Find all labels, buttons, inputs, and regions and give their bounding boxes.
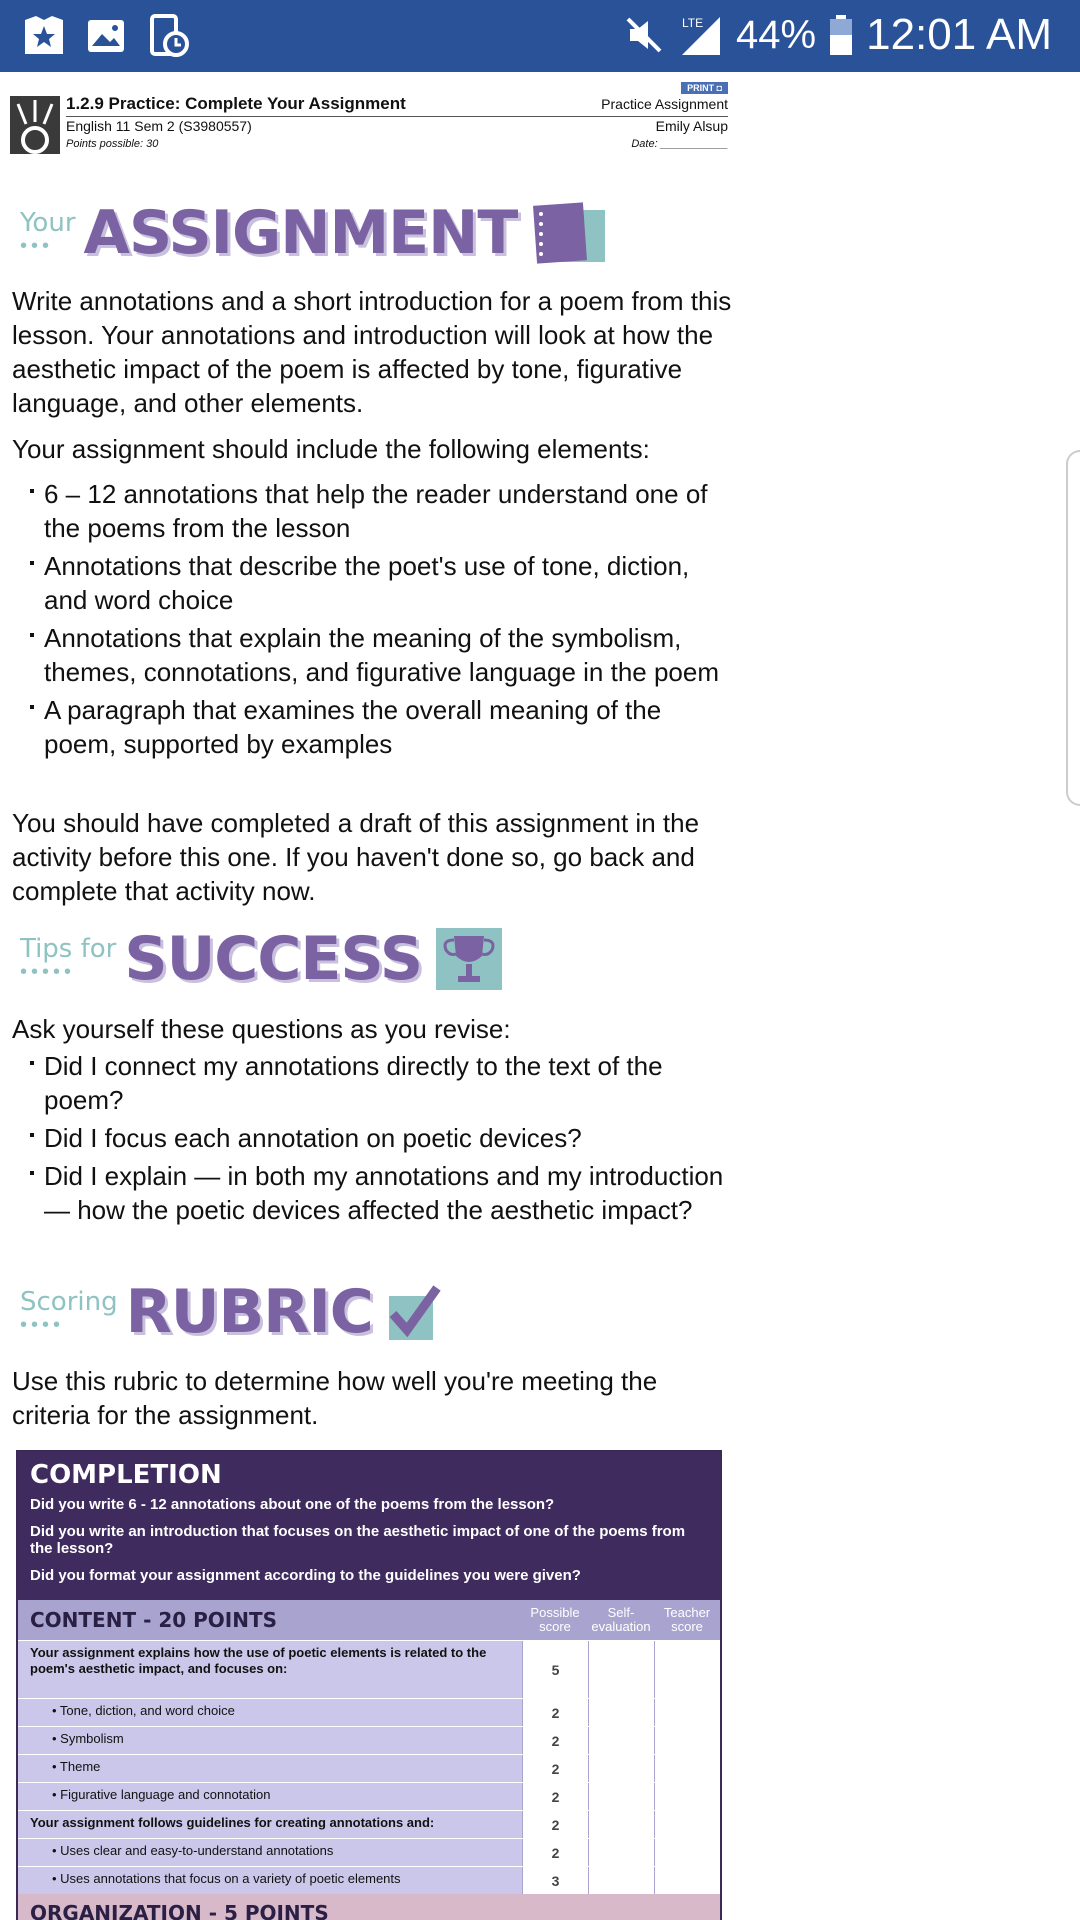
row-description: • Symbolism [18, 1727, 522, 1754]
self-evaluation-cell[interactable] [588, 1755, 654, 1782]
assignment-elements-list [30, 477, 734, 765]
self-evaluation-cell[interactable] [588, 1867, 654, 1894]
possible-score-cell: 2 [522, 1699, 588, 1726]
self-evaluation-cell[interactable] [588, 1641, 654, 1698]
possible-score-cell: 2 [522, 1727, 588, 1754]
assignment-type: Practice Assignment [601, 96, 728, 112]
row-description: Your assignment explains how the use of poetic elements is related to the poem's aesthetic impact, and focuses on: [18, 1641, 522, 1698]
banner-big-text: ASSIGNMENT [83, 198, 518, 268]
tips-banner [20, 926, 506, 992]
completion-question: Did you format your assignment according to the guidelines you were given? [30, 1567, 581, 1584]
col-self-evaluation: Self-evaluation [591, 1605, 651, 1634]
possible-score-cell: 2 [522, 1783, 588, 1810]
banner-dots: •••• [20, 1314, 65, 1336]
banner-small-text: Tips for [20, 934, 117, 964]
tips-list [30, 1049, 734, 1231]
row-description: • Figurative language and connotation [18, 1783, 522, 1810]
organization-title: ORGANIZATION - 5 POINTS [30, 1901, 329, 1920]
table-row [18, 1838, 720, 1866]
teacher-score-cell [654, 1699, 720, 1726]
header-divider [66, 116, 728, 117]
self-evaluation-cell[interactable] [588, 1727, 654, 1754]
list-item: A paragraph that examines the overall meaning of the poem, supported by examples [30, 693, 734, 761]
row-description: • Uses clear and easy-to-understand annotations [18, 1839, 522, 1866]
school-logo [10, 96, 60, 154]
rubric-banner [20, 1277, 443, 1347]
possible-score-cell: 5 [522, 1641, 588, 1698]
self-evaluation-cell[interactable] [588, 1699, 654, 1726]
status-bar [0, 0, 1080, 72]
student-name: Emily Alsup [655, 118, 728, 134]
possible-score-cell: 3 [522, 1867, 588, 1894]
organization-section-header [18, 1894, 720, 1920]
list-item: Annotations that describe the poet's use of tone, diction, and word choice [30, 549, 734, 617]
col-possible-score: Possible score [530, 1605, 580, 1634]
mute-icon [624, 15, 664, 55]
assignment-title: 1.2.9 Practice: Complete Your Assignment [66, 94, 406, 113]
completion-section [18, 1452, 720, 1600]
teacher-score-cell [654, 1641, 720, 1698]
edge-panel-handle[interactable] [1066, 450, 1080, 806]
list-item: Did I connect my annotations directly to the text of the poem? [30, 1049, 734, 1117]
tips-lead: Ask yourself these questions as you revise: [12, 1014, 511, 1044]
list-item: Did I focus each annotation on poetic devices? [30, 1121, 734, 1155]
checkmark-icon [383, 1282, 443, 1342]
row-description: • Theme [18, 1755, 522, 1782]
self-evaluation-cell[interactable] [588, 1783, 654, 1810]
teacher-score-cell [654, 1839, 720, 1866]
row-description: • Uses annotations that focus on a variety of poetic elements [18, 1867, 522, 1894]
list-item: 6 – 12 annotations that help the reader understand one of the poems from the lesson [30, 477, 734, 545]
banner-dots: ••••• [20, 961, 76, 983]
completion-question: Did you write 6 - 12 annotations about one of the poems from the lesson? [30, 1496, 555, 1513]
banner-small-text: Scoring [20, 1287, 118, 1317]
clock: 12:01 AM [866, 10, 1052, 59]
banner-small-text: Your [20, 208, 76, 238]
table-row [18, 1866, 720, 1894]
list-item: Did I explain — in both my annotations and my introduction — how the poetic devices affected the aesthetic impact? [30, 1159, 734, 1227]
points-possible: Points possible: 30 [66, 138, 159, 150]
teacher-score-cell [654, 1727, 720, 1754]
notebook-icon [527, 200, 611, 266]
signal-lte-icon [678, 13, 722, 57]
table-row [18, 1726, 720, 1754]
date-field: Date: ___________ [631, 138, 728, 150]
battery-icon [830, 15, 852, 55]
assignment-intro: Write annotations and a short introduction for a poem from this lesson. Your annotations and introduction will look at how the aesthetic impact of the poem is affected by tone, figurative language, and other elements. [12, 286, 732, 418]
completion-question: Did you write an introduction that focuses on the aesthetic impact of one of the poems from the lesson? [30, 1523, 686, 1557]
teacher-score-cell [654, 1811, 720, 1838]
svg-text:LTE: LTE [682, 16, 704, 30]
possible-score-cell: 2 [522, 1755, 588, 1782]
assignment-include-lead: Your assignment should include the following elements: [12, 434, 650, 464]
teacher-score-cell [654, 1783, 720, 1810]
completion-title: COMPLETION [30, 1460, 222, 1490]
trophy-icon [432, 926, 506, 992]
content-section-header [18, 1600, 720, 1640]
row-description: Your assignment follows guidelines for creating annotations and: [18, 1811, 522, 1838]
self-evaluation-cell[interactable] [588, 1811, 654, 1838]
rubric-lead: Use this rubric to determine how well you're meeting the criteria for the assignment. [12, 1366, 658, 1430]
col-teacher-score: Teacher score [663, 1605, 711, 1634]
banner-dots: ••• [20, 235, 54, 257]
possible-score-cell: 2 [522, 1811, 588, 1838]
list-item: Annotations that explain the meaning of the symbolism, themes, connotations, and figurative language in the poem [30, 621, 734, 689]
assignment-header [10, 80, 728, 156]
table-row [18, 1810, 720, 1838]
teacher-score-cell [654, 1867, 720, 1894]
draft-note: You should have completed a draft of this assignment in the activity before this one. If you haven't done so, go back and complete that activity now. [12, 808, 700, 906]
scoring-rubric-table [16, 1450, 722, 1920]
table-row [18, 1754, 720, 1782]
self-evaluation-cell[interactable] [588, 1839, 654, 1866]
gallery-icon [84, 14, 128, 58]
assignment-banner [20, 200, 611, 266]
table-row [18, 1782, 720, 1810]
screenshot-timer-icon [146, 14, 190, 58]
app-star-icon [22, 14, 66, 58]
print-button[interactable]: PRINT ◘ [681, 82, 728, 94]
row-description: • Tone, diction, and word choice [18, 1699, 522, 1726]
banner-big-text: RUBRIC [125, 1277, 373, 1347]
possible-score-cell: 2 [522, 1839, 588, 1866]
teacher-score-cell [654, 1755, 720, 1782]
table-row [18, 1640, 720, 1698]
table-row [18, 1698, 720, 1726]
battery-percent: 44% [736, 12, 817, 57]
content-title: CONTENT - 20 POINTS [30, 1608, 278, 1632]
banner-big-text: SUCCESS [124, 924, 423, 994]
course-name: English 11 Sem 2 (S3980557) [66, 118, 252, 134]
